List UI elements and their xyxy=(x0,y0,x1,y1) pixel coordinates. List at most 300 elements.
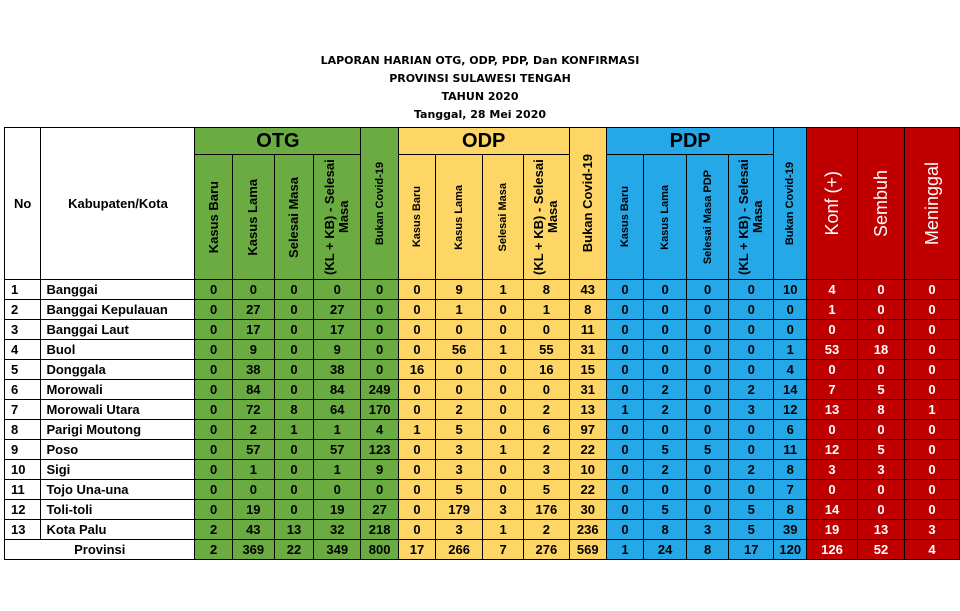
cell-value: 0 xyxy=(398,520,435,540)
cell-value: 8 xyxy=(774,500,807,520)
total-value: 7 xyxy=(483,540,524,560)
row-kabupaten: Sigi xyxy=(41,460,195,480)
cell-value: 0 xyxy=(774,300,807,320)
table-row xyxy=(5,400,960,420)
cell-value: 0 xyxy=(687,460,729,480)
cell-value: 0 xyxy=(905,460,960,480)
cell-value: 4 xyxy=(807,280,858,300)
cell-value: 1 xyxy=(314,420,361,440)
cell-value: 11 xyxy=(569,320,606,340)
cell-value: 0 xyxy=(195,320,232,340)
cell-value: 57 xyxy=(232,440,274,460)
total-label: Provinsi xyxy=(5,540,195,560)
cell-value: 3 xyxy=(729,400,774,420)
row-number: 11 xyxy=(5,480,41,500)
cell-value: 0 xyxy=(729,420,774,440)
cell-value: 0 xyxy=(905,320,960,340)
header-pdp-kasus-lama: Kasus Lama xyxy=(644,155,687,280)
cell-value: 13 xyxy=(807,400,858,420)
cell-value: 1 xyxy=(483,440,524,460)
cell-value: 2 xyxy=(729,380,774,400)
cell-value: 249 xyxy=(361,380,398,400)
cell-value: 8 xyxy=(858,400,905,420)
report-province: PROVINSI SULAWESI TENGAH xyxy=(389,72,571,85)
cell-value: 8 xyxy=(569,300,606,320)
cell-value: 0 xyxy=(195,400,232,420)
header-konfirmasi: Konf (+) xyxy=(807,128,858,280)
cell-value: 27 xyxy=(361,500,398,520)
cell-value: 0 xyxy=(905,500,960,520)
cell-value: 0 xyxy=(195,500,232,520)
table-row xyxy=(5,360,960,380)
cell-value: 0 xyxy=(524,380,569,400)
cell-value: 0 xyxy=(687,320,729,340)
cell-value: 0 xyxy=(858,420,905,440)
cell-value: 53 xyxy=(807,340,858,360)
cell-value: 17 xyxy=(232,320,274,340)
header-pdp-kl-kb: (KL + KB) - Selesai Masa xyxy=(729,155,774,280)
cell-value: 0 xyxy=(687,500,729,520)
cell-value: 0 xyxy=(361,320,398,340)
cell-value: 4 xyxy=(774,360,807,380)
total-value: 17 xyxy=(398,540,435,560)
row-kabupaten: Donggala xyxy=(41,360,195,380)
cell-value: 0 xyxy=(905,420,960,440)
cell-value: 1 xyxy=(606,400,643,420)
total-value: 266 xyxy=(436,540,483,560)
total-value: 24 xyxy=(644,540,687,560)
row-number: 12 xyxy=(5,500,41,520)
cell-value: 0 xyxy=(314,480,361,500)
cell-value: 0 xyxy=(606,420,643,440)
cell-value: 0 xyxy=(644,300,687,320)
table-row xyxy=(5,280,960,300)
table-row xyxy=(5,380,960,400)
cell-value: 0 xyxy=(274,480,313,500)
cell-value: 27 xyxy=(314,300,361,320)
cell-value: 6 xyxy=(774,420,807,440)
row-number: 4 xyxy=(5,340,41,360)
table-row xyxy=(5,340,960,360)
cell-value: 0 xyxy=(483,380,524,400)
cell-value: 31 xyxy=(569,380,606,400)
cell-value: 0 xyxy=(398,280,435,300)
cell-value: 2 xyxy=(729,460,774,480)
cell-value: 0 xyxy=(687,360,729,380)
cell-value: 0 xyxy=(361,300,398,320)
cell-value: 0 xyxy=(606,340,643,360)
cell-value: 31 xyxy=(569,340,606,360)
header-otg-selesai-masa: Selesai Masa xyxy=(274,155,313,280)
cell-value: 0 xyxy=(483,360,524,380)
cell-value: 0 xyxy=(687,480,729,500)
cell-value: 0 xyxy=(606,300,643,320)
cell-value: 0 xyxy=(905,480,960,500)
cell-value: 0 xyxy=(687,300,729,320)
cell-value: 176 xyxy=(524,500,569,520)
cell-value: 5 xyxy=(644,440,687,460)
total-value: 120 xyxy=(774,540,807,560)
cell-value: 16 xyxy=(398,360,435,380)
cell-value: 8 xyxy=(524,280,569,300)
cell-value: 0 xyxy=(606,440,643,460)
cell-value: 13 xyxy=(858,520,905,540)
cell-value: 0 xyxy=(606,520,643,540)
cell-value: 0 xyxy=(606,500,643,520)
total-value: 369 xyxy=(232,540,274,560)
cell-value: 0 xyxy=(361,480,398,500)
cell-value: 39 xyxy=(774,520,807,540)
report-title: LAPORAN HARIAN OTG, ODP, PDP, Dan KONFIRMASI xyxy=(320,54,640,67)
cell-value: 5 xyxy=(436,480,483,500)
cell-value: 5 xyxy=(729,500,774,520)
row-number: 13 xyxy=(5,520,41,540)
total-value: 276 xyxy=(524,540,569,560)
cell-value: 32 xyxy=(314,520,361,540)
cell-value: 0 xyxy=(905,360,960,380)
cell-value: 0 xyxy=(274,340,313,360)
cell-value: 7 xyxy=(807,380,858,400)
row-kabupaten: Parigi Moutong xyxy=(41,420,195,440)
cell-value: 1 xyxy=(905,400,960,420)
row-kabupaten: Banggai xyxy=(41,280,195,300)
cell-value: 0 xyxy=(644,340,687,360)
total-value: 22 xyxy=(274,540,313,560)
header-odp-selesai-masa: Selesai Masa xyxy=(483,155,524,280)
cell-value: 12 xyxy=(807,440,858,460)
cell-value: 3 xyxy=(858,460,905,480)
cell-value: 0 xyxy=(314,280,361,300)
report-titles xyxy=(0,52,960,124)
cell-value: 9 xyxy=(361,460,398,480)
header-otg-kl-kb: (KL + KB) - Selesai Masa xyxy=(314,155,361,280)
cell-value: 64 xyxy=(314,400,361,420)
cell-value: 8 xyxy=(274,400,313,420)
cell-value: 1 xyxy=(483,520,524,540)
cell-value: 55 xyxy=(524,340,569,360)
cell-value: 3 xyxy=(687,520,729,540)
cell-value: 0 xyxy=(729,340,774,360)
cell-value: 236 xyxy=(569,520,606,540)
cell-value: 0 xyxy=(905,340,960,360)
cell-value: 14 xyxy=(807,500,858,520)
header-otg-kasus-lama: Kasus Lama xyxy=(232,155,274,280)
total-value: 8 xyxy=(687,540,729,560)
cell-value: 0 xyxy=(483,480,524,500)
cell-value: 0 xyxy=(687,340,729,360)
cell-value: 11 xyxy=(774,440,807,460)
cell-value: 0 xyxy=(436,380,483,400)
row-kabupaten: Morowali xyxy=(41,380,195,400)
header-odp-kasus-lama: Kasus Lama xyxy=(436,155,483,280)
cell-value: 0 xyxy=(606,280,643,300)
cell-value: 1 xyxy=(274,420,313,440)
cell-value: 4 xyxy=(361,420,398,440)
cell-value: 0 xyxy=(687,400,729,420)
cell-value: 0 xyxy=(274,320,313,340)
cell-value: 1 xyxy=(483,340,524,360)
cell-value: 0 xyxy=(398,380,435,400)
header-odp-kasus-baru: Kasus Baru xyxy=(398,155,435,280)
cell-value: 43 xyxy=(569,280,606,300)
cell-value: 84 xyxy=(232,380,274,400)
cell-value: 2 xyxy=(524,400,569,420)
table-row xyxy=(5,300,960,320)
cell-value: 16 xyxy=(524,360,569,380)
cell-value: 0 xyxy=(483,400,524,420)
row-kabupaten: Kota Palu xyxy=(41,520,195,540)
header-odp-bukan-covid: Bukan Covid-19 xyxy=(569,128,606,280)
cell-value: 0 xyxy=(195,420,232,440)
cell-value: 0 xyxy=(687,380,729,400)
cell-value: 12 xyxy=(774,400,807,420)
table-row xyxy=(5,420,960,440)
cell-value: 0 xyxy=(606,360,643,380)
header-odp-kl-kb: (KL + KB) - Selesai Masa xyxy=(524,155,569,280)
cell-value: 0 xyxy=(524,320,569,340)
cell-value: 0 xyxy=(195,380,232,400)
cell-value: 0 xyxy=(274,440,313,460)
cell-value: 5 xyxy=(687,440,729,460)
row-kabupaten: Banggai Kepulauan xyxy=(41,300,195,320)
row-number: 2 xyxy=(5,300,41,320)
cell-value: 0 xyxy=(606,460,643,480)
cell-value: 10 xyxy=(569,460,606,480)
cell-value: 170 xyxy=(361,400,398,420)
cell-value: 1 xyxy=(807,300,858,320)
total-value: 569 xyxy=(569,540,606,560)
cell-value: 0 xyxy=(195,460,232,480)
cell-value: 0 xyxy=(729,300,774,320)
header-otg-bukan-covid: Bukan Covid-19 xyxy=(361,128,398,280)
cell-value: 1 xyxy=(483,280,524,300)
cell-value: 0 xyxy=(361,280,398,300)
row-number: 8 xyxy=(5,420,41,440)
cell-value: 0 xyxy=(905,380,960,400)
cell-value: 19 xyxy=(807,520,858,540)
covid-report-table xyxy=(4,127,960,560)
cell-value: 0 xyxy=(195,280,232,300)
table-row xyxy=(5,480,960,500)
cell-value: 3 xyxy=(436,440,483,460)
header-no: No xyxy=(5,128,41,280)
cell-value: 2 xyxy=(524,440,569,460)
cell-value: 0 xyxy=(807,480,858,500)
cell-value: 6 xyxy=(524,420,569,440)
cell-value: 0 xyxy=(858,300,905,320)
cell-value: 3 xyxy=(483,500,524,520)
cell-value: 56 xyxy=(436,340,483,360)
cell-value: 0 xyxy=(644,360,687,380)
row-kabupaten: Banggai Laut xyxy=(41,320,195,340)
cell-value: 13 xyxy=(274,520,313,540)
row-kabupaten: Buol xyxy=(41,340,195,360)
cell-value: 1 xyxy=(232,460,274,480)
cell-value: 2 xyxy=(644,380,687,400)
cell-value: 57 xyxy=(314,440,361,460)
table-row xyxy=(5,460,960,480)
cell-value: 0 xyxy=(195,480,232,500)
cell-value: 0 xyxy=(858,480,905,500)
cell-value: 9 xyxy=(436,280,483,300)
cell-value: 0 xyxy=(195,360,232,380)
report-date: Tanggal, 28 Mei 2020 xyxy=(413,108,547,121)
row-number: 9 xyxy=(5,440,41,460)
cell-value: 0 xyxy=(232,480,274,500)
cell-value: 0 xyxy=(807,360,858,380)
cell-value: 1 xyxy=(436,300,483,320)
cell-value: 30 xyxy=(569,500,606,520)
header-otg-kasus-baru: Kasus Baru xyxy=(195,155,232,280)
total-row xyxy=(5,540,960,560)
cell-value: 1 xyxy=(398,420,435,440)
row-number: 10 xyxy=(5,460,41,480)
cell-value: 2 xyxy=(644,460,687,480)
cell-value: 218 xyxy=(361,520,398,540)
cell-value: 2 xyxy=(195,520,232,540)
cell-value: 0 xyxy=(606,480,643,500)
cell-value: 0 xyxy=(858,500,905,520)
cell-value: 0 xyxy=(398,320,435,340)
table-row xyxy=(5,500,960,520)
cell-value: 0 xyxy=(436,320,483,340)
cell-value: 27 xyxy=(232,300,274,320)
cell-value: 38 xyxy=(232,360,274,380)
cell-value: 19 xyxy=(314,500,361,520)
cell-value: 10 xyxy=(774,280,807,300)
cell-value: 179 xyxy=(436,500,483,520)
cell-value: 9 xyxy=(314,340,361,360)
cell-value: 5 xyxy=(524,480,569,500)
cell-value: 0 xyxy=(398,500,435,520)
row-number: 3 xyxy=(5,320,41,340)
cell-value: 0 xyxy=(195,440,232,460)
cell-value: 0 xyxy=(858,280,905,300)
header-meninggal: Meninggal xyxy=(905,128,960,280)
header-pdp-selesai-masa: Selesai Masa PDP xyxy=(687,155,729,280)
cell-value: 3 xyxy=(524,460,569,480)
cell-value: 0 xyxy=(858,360,905,380)
cell-value: 43 xyxy=(232,520,274,540)
cell-value: 22 xyxy=(569,480,606,500)
cell-value: 0 xyxy=(774,320,807,340)
cell-value: 0 xyxy=(729,480,774,500)
row-number: 1 xyxy=(5,280,41,300)
cell-value: 0 xyxy=(195,300,232,320)
cell-value: 0 xyxy=(274,280,313,300)
cell-value: 13 xyxy=(569,400,606,420)
cell-value: 5 xyxy=(436,420,483,440)
cell-value: 123 xyxy=(361,440,398,460)
total-value: 1 xyxy=(606,540,643,560)
cell-value: 3 xyxy=(436,460,483,480)
cell-value: 19 xyxy=(232,500,274,520)
total-value: 349 xyxy=(314,540,361,560)
cell-value: 0 xyxy=(807,320,858,340)
cell-value: 0 xyxy=(398,300,435,320)
total-value: 2 xyxy=(195,540,232,560)
table-body xyxy=(5,280,960,560)
header-pdp-kasus-baru: Kasus Baru xyxy=(606,155,643,280)
cell-value: 0 xyxy=(361,340,398,360)
cell-value: 22 xyxy=(569,440,606,460)
total-value: 126 xyxy=(807,540,858,560)
cell-value: 0 xyxy=(729,320,774,340)
cell-value: 0 xyxy=(905,440,960,460)
cell-value: 17 xyxy=(314,320,361,340)
cell-value: 0 xyxy=(729,360,774,380)
report-year: TAHUN 2020 xyxy=(441,90,519,103)
row-number: 6 xyxy=(5,380,41,400)
cell-value: 8 xyxy=(774,460,807,480)
cell-value: 2 xyxy=(644,400,687,420)
cell-value: 0 xyxy=(483,420,524,440)
cell-value: 0 xyxy=(436,360,483,380)
cell-value: 8 xyxy=(644,520,687,540)
cell-value: 7 xyxy=(774,480,807,500)
row-kabupaten: Toli-toli xyxy=(41,500,195,520)
cell-value: 1 xyxy=(774,340,807,360)
header-pdp: PDP xyxy=(606,128,773,155)
cell-value: 0 xyxy=(687,280,729,300)
cell-value: 0 xyxy=(195,340,232,360)
cell-value: 2 xyxy=(524,520,569,540)
cell-value: 0 xyxy=(274,460,313,480)
cell-value: 9 xyxy=(232,340,274,360)
cell-value: 0 xyxy=(483,300,524,320)
table-row xyxy=(5,520,960,540)
cell-value: 0 xyxy=(483,320,524,340)
cell-value: 38 xyxy=(314,360,361,380)
cell-value: 0 xyxy=(398,340,435,360)
cell-value: 0 xyxy=(274,300,313,320)
header-pdp-bukan-covid: Bukan Covid-19 xyxy=(774,128,807,280)
cell-value: 3 xyxy=(436,520,483,540)
header-odp: ODP xyxy=(398,128,569,155)
cell-value: 5 xyxy=(644,500,687,520)
cell-value: 0 xyxy=(644,420,687,440)
row-number: 5 xyxy=(5,360,41,380)
cell-value: 0 xyxy=(807,420,858,440)
cell-value: 5 xyxy=(858,440,905,460)
total-value: 800 xyxy=(361,540,398,560)
cell-value: 0 xyxy=(729,280,774,300)
total-value: 4 xyxy=(905,540,960,560)
cell-value: 5 xyxy=(729,520,774,540)
cell-value: 0 xyxy=(858,320,905,340)
header-otg: OTG xyxy=(195,128,361,155)
cell-value: 0 xyxy=(905,280,960,300)
row-kabupaten: Morowali Utara xyxy=(41,400,195,420)
cell-value: 2 xyxy=(232,420,274,440)
cell-value: 0 xyxy=(644,320,687,340)
cell-value: 0 xyxy=(606,380,643,400)
cell-value: 3 xyxy=(905,520,960,540)
cell-value: 0 xyxy=(398,440,435,460)
cell-value: 0 xyxy=(398,400,435,420)
cell-value: 15 xyxy=(569,360,606,380)
cell-value: 0 xyxy=(729,440,774,460)
table-row xyxy=(5,440,960,460)
cell-value: 97 xyxy=(569,420,606,440)
cell-value: 0 xyxy=(274,500,313,520)
header-kabupaten: Kabupaten/Kota xyxy=(41,128,195,280)
cell-value: 0 xyxy=(644,480,687,500)
cell-value: 2 xyxy=(436,400,483,420)
total-value: 52 xyxy=(858,540,905,560)
cell-value: 3 xyxy=(807,460,858,480)
row-number: 7 xyxy=(5,400,41,420)
